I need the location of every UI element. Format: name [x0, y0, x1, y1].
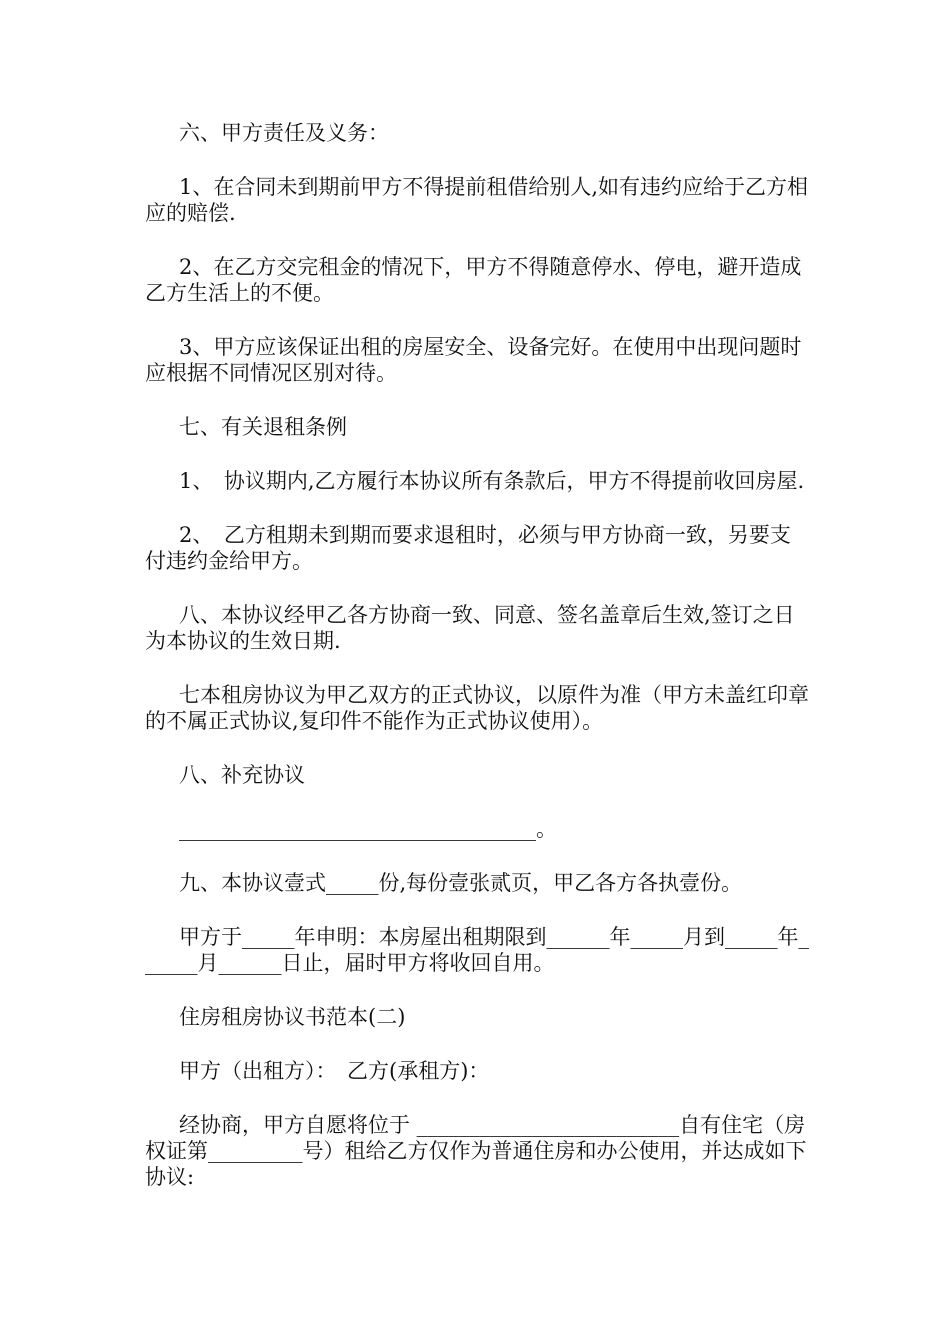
- template-2-title: 住房租房协议书范本(二): [179, 1005, 406, 1029]
- parties-line: 甲方（出租方）： 乙方(承租方)：: [179, 1059, 490, 1083]
- supplement-heading: 八、补充协议: [179, 763, 305, 787]
- lessor-declaration: 甲方于_____年申明：本房屋出租期限到______年_____月到_____年______月______日止，届时甲方将收回自用。: [145, 925, 809, 975]
- section-6-item-2: 2、在乙方交完租金的情况下，甲方不得随意停水、停电，避开造成乙方生活上的不便。: [145, 255, 802, 305]
- template-2-intro: 经协商，甲方自愿将位于 _________________________自有住宅（房权证第_________号）租给乙方仅作为普通住房和办公使用，并达成如下协议:: [145, 1113, 807, 1189]
- section-9-copies: 九、本协议壹式_____份,每份壹张贰页，甲乙各方各执壹份。: [179, 871, 743, 895]
- document-body: [145, 120, 810, 1218]
- section-7-heading: 七、有关退租条例: [179, 415, 347, 439]
- supplement-blank-line: __________________________________。: [179, 817, 557, 841]
- formal-agreement-clause: 七本租房协议为甲乙双方的正式协议，以原件为准（甲方未盖红印章的不属正式协议,复印件不能作为正式协议使用）。: [145, 683, 809, 733]
- section-6-heading: 六、甲方责任及义务：: [179, 121, 389, 145]
- section-8-effective: 八、本协议经甲乙各方协商一致、同意、签名盖章后生效,签订之日为本协议的生效日期.: [145, 603, 795, 653]
- section-6-item-3: 3、甲方应该保证出租的房屋安全、设备完好。在使用中出现问题时应根据不同情况区别对待。: [145, 335, 802, 385]
- section-7-item-1: 1、 协议期内,乙方履行本协议所有条款后，甲方不得提前收回房屋.: [179, 469, 805, 493]
- section-7-item-2: 2、 乙方租期未到期而要求退租时，必须与甲方协商一致，另要支付违约金给甲方。: [145, 523, 791, 573]
- section-6-item-1: 1、在合同未到期前甲方不得提前租借给别人,如有违约应给于乙方相应的赔偿.: [145, 175, 809, 225]
